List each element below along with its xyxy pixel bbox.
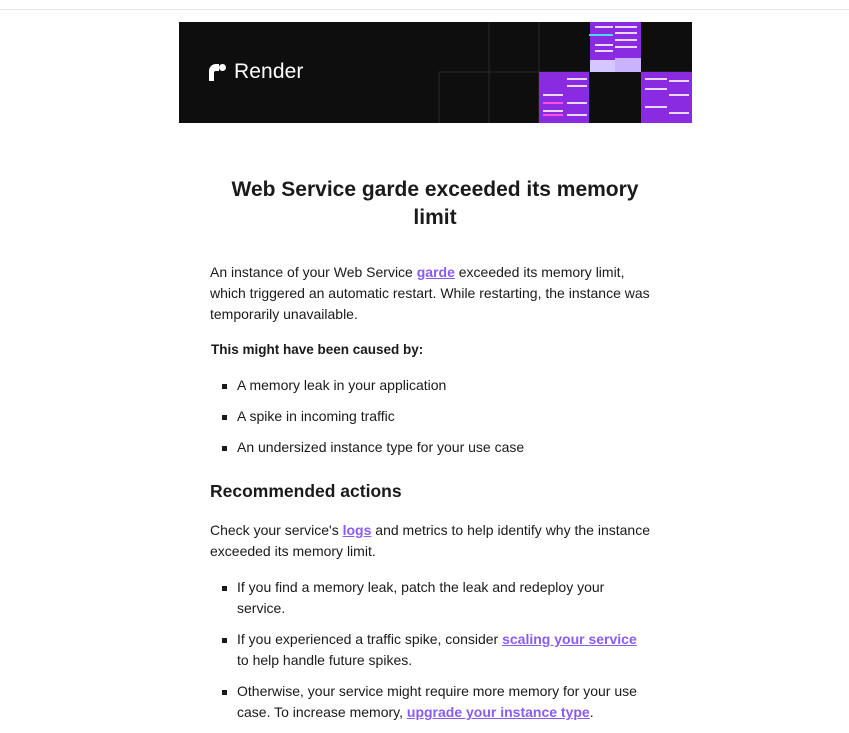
banner-pattern [179, 22, 692, 123]
intro-text: An instance of your Web Service [210, 264, 417, 280]
actions-heading: Recommended actions [210, 481, 402, 501]
action-text: Otherwise, your service might require more memory for your use case. To increase memory, [237, 683, 637, 720]
action-text: If you experienced a traffic spike, consider [237, 631, 503, 647]
list-item [222, 629, 652, 671]
service-link[interactable]: garde [416, 264, 455, 280]
causes-heading: This might have been caused by: [211, 342, 424, 357]
causes-list [222, 375, 652, 468]
actions-intro-text-rest: and metrics to help identify why the instance exceeded its memory limit. [210, 522, 650, 559]
action-text-rest: . [589, 704, 594, 720]
upgrade-link[interactable]: upgrade your instance type [406, 704, 590, 720]
render-banner [179, 22, 692, 123]
scaling-link[interactable]: scaling your service [502, 631, 637, 647]
action-text-rest: to help handle future spikes. [237, 652, 413, 668]
email-title: Web Service garde exceeded its memory limit [231, 178, 639, 229]
actions-list [222, 577, 652, 733]
actions-intro-text: Check your service's [210, 522, 343, 538]
top-divider [0, 0, 849, 10]
list-item: A spike in incoming traffic [222, 406, 652, 427]
list-item: An undersized instance type for your use case [222, 437, 652, 458]
list-item: If you find a memory leak, patch the leak and redeploy your service. [222, 577, 652, 619]
actions-intro [210, 520, 650, 562]
list-item [222, 681, 652, 723]
intro-paragraph [210, 262, 650, 325]
logs-link[interactable]: logs [342, 522, 372, 538]
intro-text-rest: exceeded its memory limit, which triggered an automatic restart. While restarting, the instance was temporarily unavailable. [210, 264, 650, 322]
brand-name: Render [234, 60, 304, 83]
list-item: A memory leak in your application [222, 375, 652, 396]
